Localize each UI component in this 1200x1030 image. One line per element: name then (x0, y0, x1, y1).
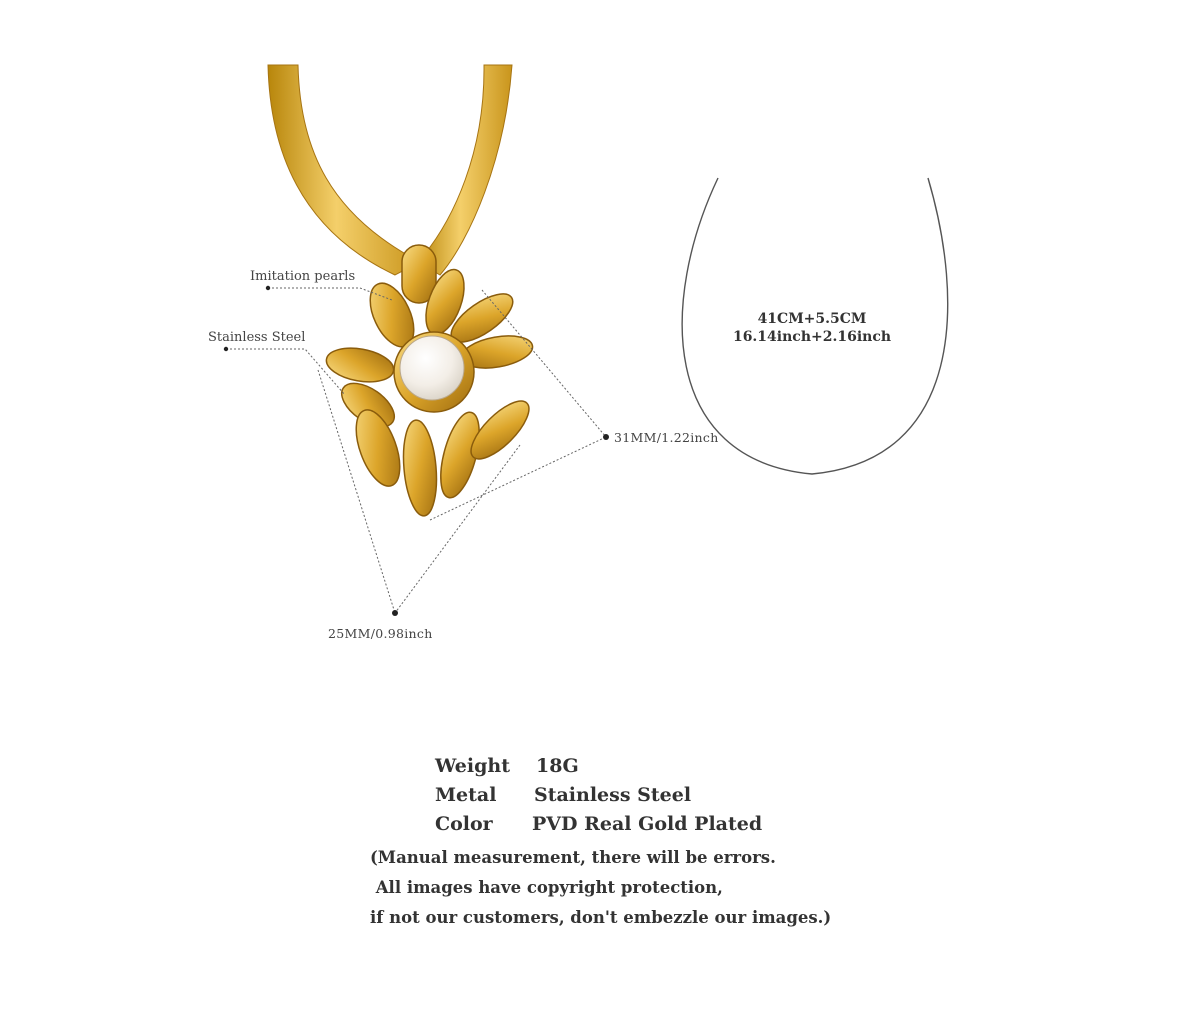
chain-length (712, 310, 912, 346)
spec-weight-key: Weight (435, 755, 510, 777)
note-line-2: All images have copyright protection, (370, 878, 723, 897)
spec-color-key: Color (435, 813, 493, 835)
pearl (400, 336, 464, 400)
snake-chain (268, 65, 512, 275)
chain-length-inch: 16.14inch+2.16inch (732, 329, 892, 345)
spec-weight-value: 18G (536, 755, 579, 777)
chain-length-cm: 41CM+5.5CM (757, 311, 867, 327)
label-imitation-pearls: Imitation pearls (250, 269, 356, 284)
spec-metal-value: Stainless Steel (534, 784, 692, 806)
spec-color-value: PVD Real Gold Plated (532, 813, 763, 835)
label-stainless-steel: Stainless Steel (208, 330, 306, 345)
note-line-3: if not our customers, don't embezzle our images.) (370, 908, 832, 927)
label-width-measurement: 25MM/0.98inch (328, 626, 433, 641)
note-line-1: (Manual measurement, there will be errors. (370, 848, 776, 867)
label-height-measurement: 31MM/1.22inch (614, 430, 719, 445)
spec-metal-key: Metal (435, 784, 497, 806)
